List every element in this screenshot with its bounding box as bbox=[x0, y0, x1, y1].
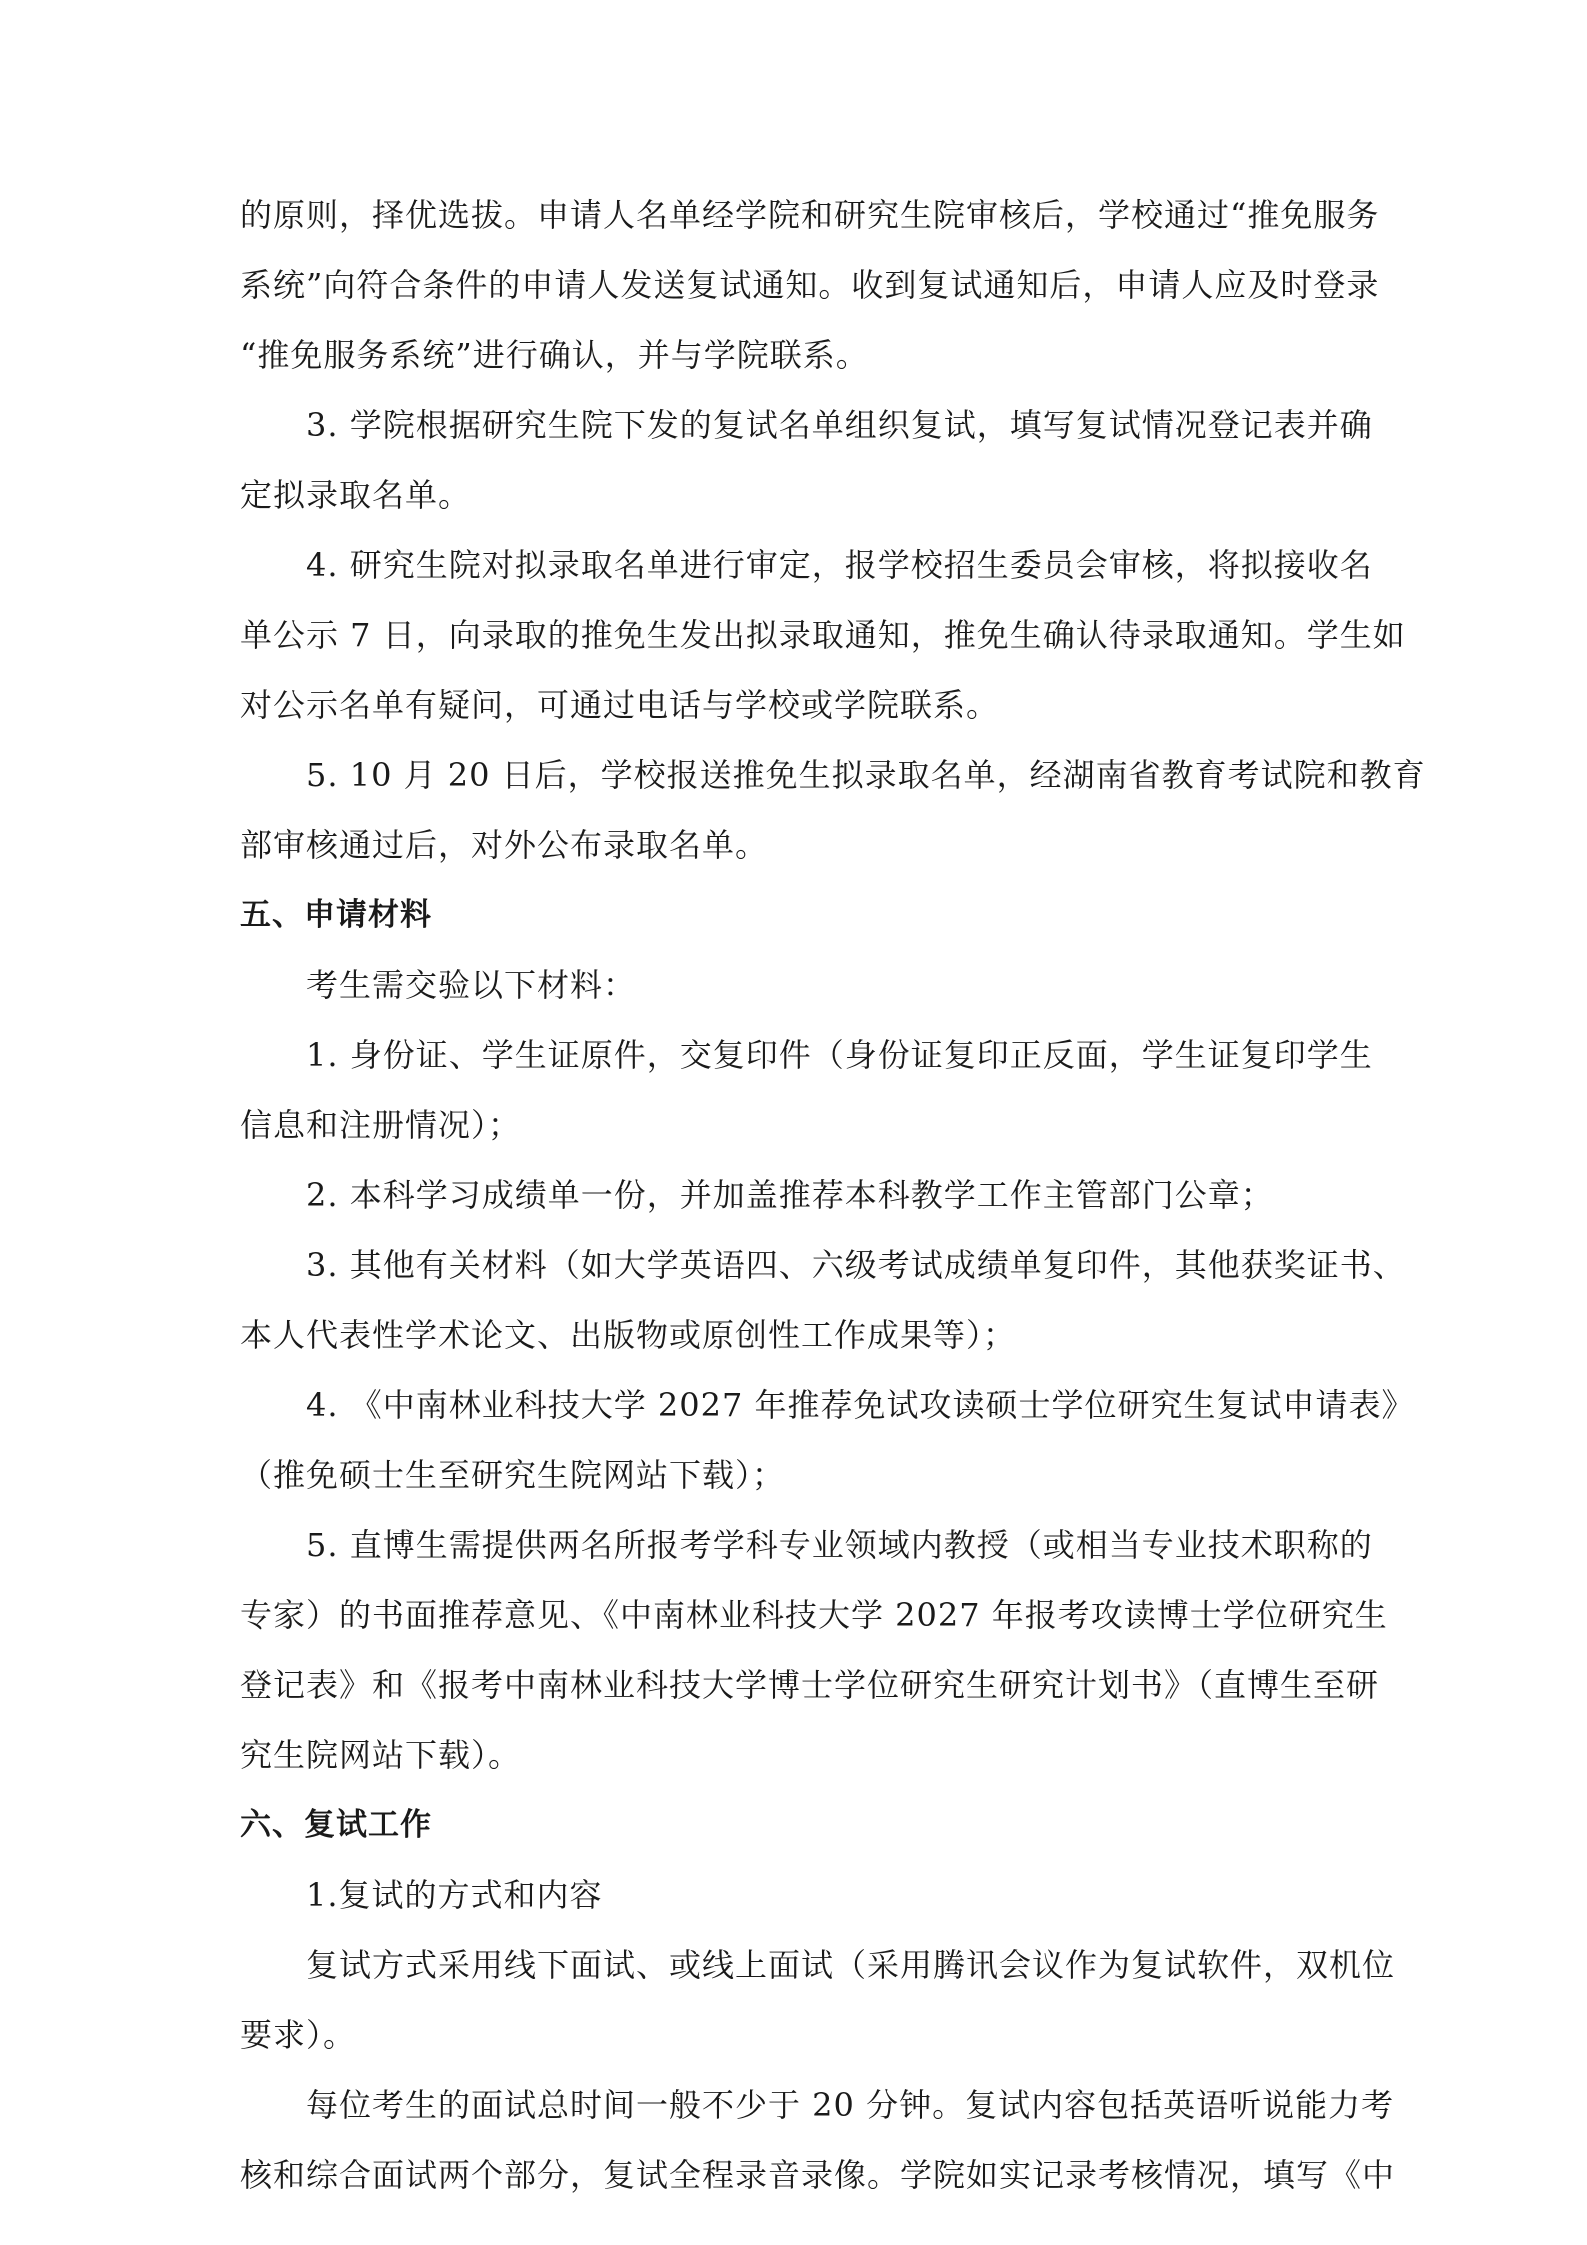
paragraph-line: 专家）的书面推荐意见、《中南林业科技大学 2027 年报考攻读博士学位研究生 bbox=[240, 1596, 1388, 1634]
section-heading: 六、复试工作 bbox=[240, 1807, 432, 1843]
paragraph-line: 2. 本科学习成绩单一份，并加盖推荐本科教学工作主管部门公章； bbox=[306, 1176, 1274, 1214]
paragraph-line: 系统”向符合条件的申请人发送复试通知。收到复试通知后，申请人应及时登录 bbox=[240, 266, 1380, 304]
paragraph-line: （推免硕士生至研究生院网站下载）； bbox=[240, 1456, 786, 1494]
paragraph-line: 每位考生的面试总时间一般不少于 20 分钟。复试内容包括英语听说能力考 bbox=[306, 2086, 1395, 2124]
paragraph-line: 要求）。 bbox=[240, 2016, 357, 2054]
paragraph-line: 的原则，择优选拔。申请人名单经学院和研究生院审核后，学校通过“推免服务 bbox=[240, 196, 1380, 234]
paragraph-line: 3. 学院根据研究生院下发的复试名单组织复试，填写复试情况登记表并确 bbox=[306, 406, 1373, 444]
paragraph-line: “推免服务系统”进行确认，并与学院联系。 bbox=[240, 336, 869, 374]
document-page bbox=[240, 180, 1426, 2210]
paragraph-line: 部审核通过后，对外公布录取名单。 bbox=[240, 826, 769, 864]
paragraph-line: 单公示 7 日，向录取的推免生发出拟录取通知，推免生确认待录取通知。学生如 bbox=[240, 616, 1406, 654]
paragraph-line: 对公示名单有疑问，可通过电话与学校或学院联系。 bbox=[240, 686, 1000, 724]
paragraph-line: 5. 10 月 20 日后，学校报送推免生拟录取名单，经湖南省教育考试院和教育 bbox=[306, 756, 1426, 794]
paragraph-line: 定拟录取名单。 bbox=[240, 476, 472, 514]
paragraph-line: 本人代表性学术论文、出版物或原创性工作成果等）； bbox=[240, 1316, 1017, 1354]
section-heading: 五、申请材料 bbox=[240, 897, 432, 933]
paragraph-line: 信息和注册情况）； bbox=[240, 1106, 522, 1144]
paragraph-line: 核和综合面试两个部分，复试全程录音录像。学院如实记录考核情况，填写《中 bbox=[240, 2156, 1396, 2194]
paragraph-line: 4. 《中南林业科技大学 2027 年推荐免试攻读硕士学位研究生复试申请表》 bbox=[306, 1386, 1415, 1424]
paragraph-line: 登记表》和《报考中南林业科技大学博士学位研究生研究计划书》（直博生至研 bbox=[240, 1666, 1380, 1704]
paragraph-line: 3. 其他有关材料（如大学英语四、六级考试成绩单复印件，其他获奖证书、 bbox=[306, 1246, 1406, 1284]
paragraph-line: 1.复试的方式和内容 bbox=[306, 1876, 603, 1914]
paragraph-line: 究生院网站下载）。 bbox=[240, 1736, 522, 1774]
paragraph-line: 考生需交验以下材料： bbox=[306, 966, 637, 1004]
paragraph-line: 1. 身份证、学生证原件，交复印件（身份证复印正反面，学生证复印学生 bbox=[306, 1036, 1373, 1074]
paragraph-line: 复试方式采用线下面试、或线上面试（采用腾讯会议作为复试软件，双机位 bbox=[306, 1946, 1396, 1984]
paragraph-line: 4. 研究生院对拟录取名单进行审定，报学校招生委员会审核，将拟接收名 bbox=[306, 546, 1373, 584]
paragraph-line: 5. 直博生需提供两名所报考学科专业领域内教授（或相当专业技术职称的 bbox=[306, 1526, 1373, 1564]
